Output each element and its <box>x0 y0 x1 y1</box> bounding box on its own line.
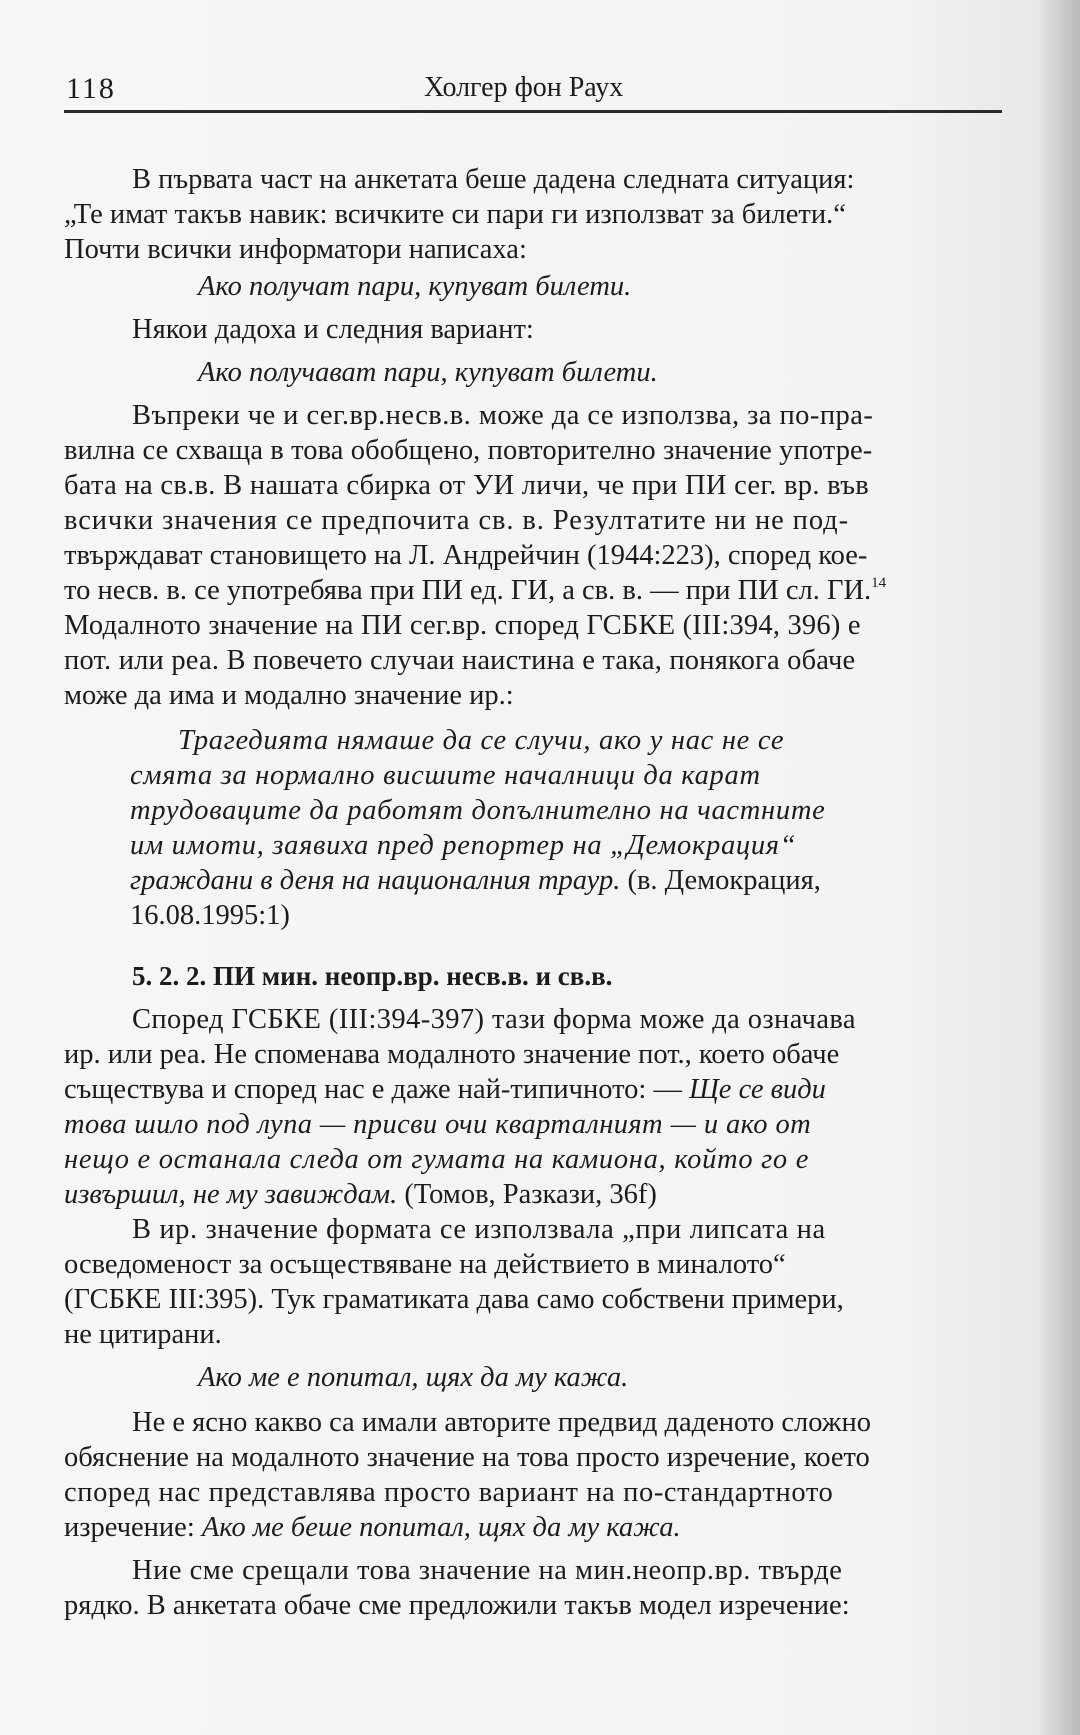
text-line: Според ГСБКЕ (III:394-397) тази форма може да означава <box>132 1004 856 1035</box>
paragraph <box>64 1212 998 1352</box>
text-line: В ир. значение формата се използвала „при липсата на <box>132 1214 826 1245</box>
example-sentence: Ако ме е попитал, щях да му кажа. <box>198 1362 629 1393</box>
text-line: Въпреки че и сег.вр.несв.в. може да се използва, за по-пра- <box>132 400 874 431</box>
text-line <box>64 1510 998 1545</box>
paragraph: Някои дадоха и следния вариант: <box>132 314 534 345</box>
text-line: ир. или реа. Не споменава модалното значение пот., което обаче <box>64 1039 840 1070</box>
text-line: може да има и модално значение ир.: <box>64 680 514 711</box>
header-rule <box>64 110 1002 113</box>
text-line: им имоти, заявиха пред репортер на „Демокрация“ <box>130 830 797 861</box>
page-edge-shadow <box>1040 0 1080 1735</box>
text-line: трудоваците да работят допълнително на частните <box>130 795 826 826</box>
source-citation: (в. Демокрация, <box>620 865 821 896</box>
text-line <box>64 573 998 608</box>
footnote-ref[interactable]: 14 <box>871 575 887 591</box>
text-line: всички значения се предпочита св. в. Резултатите ни не под- <box>64 505 849 536</box>
text-line: Почти всички информатори написаха: <box>64 234 527 265</box>
text-line: нещо е останала следа от гумата на камиона, който го е <box>64 1144 810 1175</box>
text-line: смята за нормално висшите началници да карат <box>130 760 761 791</box>
text-line: осведоменост за осъществяване на действието в миналото“ <box>64 1249 786 1280</box>
paragraph <box>64 1553 998 1623</box>
text-line: В първата част на анкетата беше дадена следната ситуация: <box>132 164 855 195</box>
page-header <box>64 68 1002 112</box>
text-line: твърждават становището на Л. Андрейчин (1944:223), според кое- <box>64 540 868 571</box>
block-quote <box>64 723 998 933</box>
page-number: 118 <box>66 72 116 105</box>
text-line: рядко. В анкетата обаче сме предложили такъв модел изречение: <box>64 1590 850 1621</box>
text-segment: извършил, не му завиждам. <box>64 1179 398 1210</box>
running-head: Холгер фон Раух <box>424 72 624 103</box>
text-segment: то несв. в. се употребява при ПИ ед. ГИ, а св. в. — при ПИ сл. ГИ. <box>64 575 872 606</box>
text-line: „Те имат такъв навик: всичките си пари ги използват за билети.“ <box>64 199 846 230</box>
text-line: не цитирани. <box>64 1319 222 1350</box>
text-line: бата на св.в. В нашата сбирка от УИ личи, че при ПИ сег. вр. във <box>64 470 870 501</box>
text-line <box>64 1177 998 1212</box>
text-line: Не е ясно какво са имали авторите предвид даденото сложно <box>132 1407 871 1438</box>
paragraph <box>64 162 998 267</box>
text-segment: изречение: <box>64 1512 202 1543</box>
text-segment: граждани в деня на националния траур. <box>130 865 621 896</box>
text-line: според нас представлява просто вариант на по-стандартното <box>64 1477 834 1508</box>
section-heading: 5. 2. 2. ПИ мин. неопр.вр. несв.в. и св.в. <box>132 961 613 991</box>
text-line: вилна се схваща в това обобщено, повторително значение употре- <box>64 435 873 466</box>
text-segment: Ако ме беше попитал, щях да му кажа. <box>201 1512 681 1543</box>
text-line: обяснение на модалното значение на това просто изречение, което <box>64 1442 870 1473</box>
text-line <box>64 1072 998 1107</box>
paragraph <box>64 1405 998 1545</box>
text-segment: Ще се види <box>689 1074 826 1105</box>
paragraph <box>64 398 998 713</box>
example-sentence: Ако получат пари, купуват билети. <box>198 271 632 302</box>
body-text <box>64 162 998 1623</box>
example-sentence: Ако получават пари, купуват билети. <box>198 357 658 388</box>
paragraph <box>64 1002 998 1212</box>
text-line <box>130 863 848 898</box>
text-line: това шило под лупа — присви очи кварталният — и ако от <box>64 1109 812 1140</box>
text-line: пот. или реа. В повечето случаи наистина е така, понякога обаче <box>64 645 856 676</box>
text-line: Трагедията нямаше да се случи, ако у нас не се <box>178 725 785 756</box>
text-line: Модалното значение на ПИ сег.вр. според ГСБКЕ (III:394, 396) е <box>64 610 861 641</box>
source-citation: (Томов, Разкази, 36f) <box>397 1179 657 1210</box>
text-line: Ние сме срещали това значение на мин.неопр.вр. твърде <box>132 1555 843 1586</box>
text-line: (ГСБКЕ III:395). Тук граматиката дава само собствени примери, <box>64 1284 844 1315</box>
text-segment: съществува и според нас е даже най-типичното: — <box>64 1074 690 1105</box>
source-citation: 16.08.1995:1) <box>130 900 290 931</box>
